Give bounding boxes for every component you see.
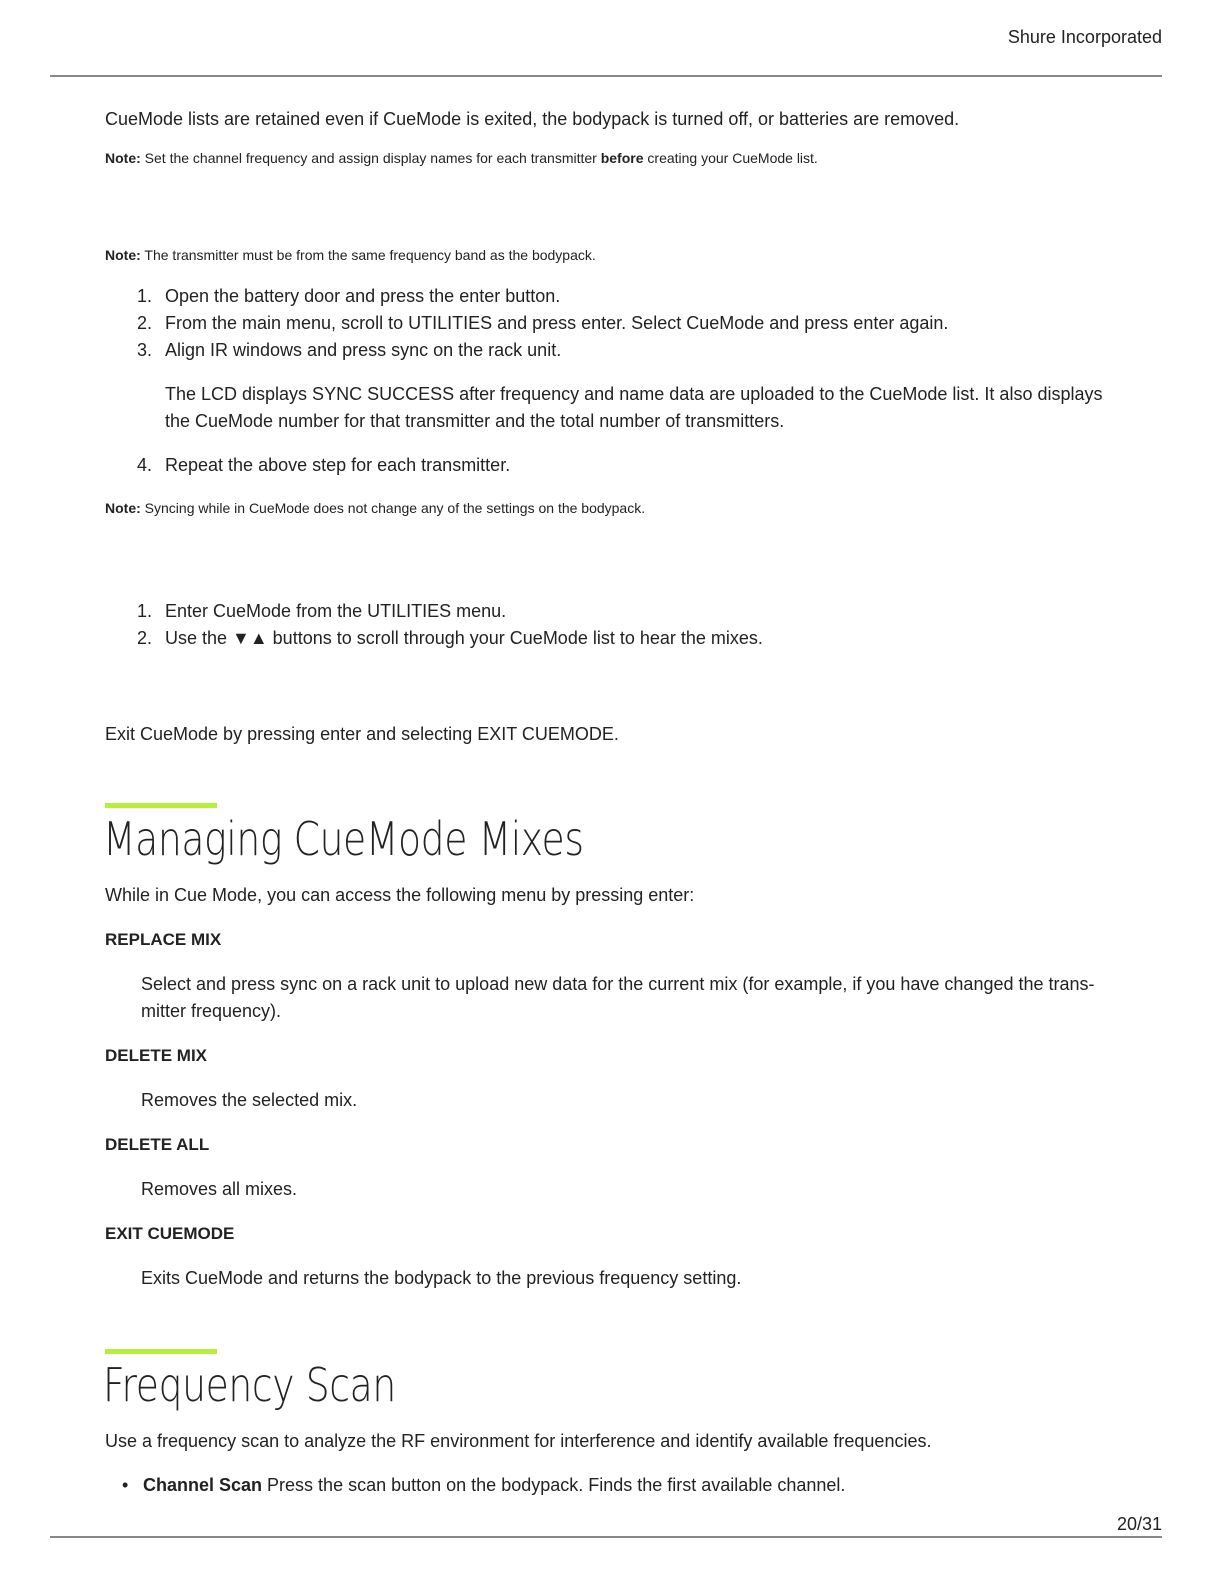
retained-paragraph: CueMode lists are retained even if CueMode is exited, the bodypack is turned off, or batteries are removed.	[105, 109, 960, 129]
definition-delete-mix: Removes the selected mix.	[141, 1090, 358, 1110]
step-text: Open the battery door and press the enter button.	[165, 286, 561, 306]
step-text: Use the ▼▲ buttons to scroll through your CueMode list to hear the mixes.	[165, 628, 763, 648]
step-number: 2.	[136, 628, 152, 648]
footer-rule	[50, 1536, 1162, 1538]
page-number: 20/31	[1116, 1514, 1162, 1534]
note-text-post: creating your CueMode list.	[647, 150, 818, 166]
section-accent-bar	[105, 803, 217, 808]
step-text: Repeat the above step for each transmitter.	[165, 455, 511, 475]
section-accent-bar	[105, 1349, 217, 1354]
definition-line: mitter frequency).	[141, 1001, 282, 1021]
term-delete-mix: DELETE MIX	[105, 1046, 208, 1065]
frequency-scan-intro: Use a frequency scan to analyze the RF environment for interference and identify available frequencies.	[105, 1431, 932, 1451]
term-delete-all: DELETE ALL	[105, 1135, 210, 1154]
step-text: Enter CueMode from the UTILITIES menu.	[165, 601, 507, 621]
note-before	[105, 150, 818, 166]
step-text: Align IR windows and press sync on the rack unit.	[165, 340, 562, 360]
sync-result-line: The LCD displays SYNC SUCCESS after frequency and name data are uploaded to the CueMode list. It also displays	[165, 384, 1103, 404]
bullet-channel-scan	[143, 1475, 845, 1496]
header-rule	[50, 75, 1162, 77]
term-replace-mix: REPLACE MIX	[105, 930, 222, 949]
header-company: Shure Incorporated	[1007, 27, 1162, 47]
note-text: The transmitter must be from the same frequency band as the bodypack.	[144, 247, 596, 263]
definition-line: Select and press sync on a rack unit to upload new data for the current mix (for example, if you have changed the trans-	[141, 974, 1095, 994]
note-label: Note:	[105, 500, 141, 516]
exit-paragraph: Exit CueMode by pressing enter and selecting EXIT CUEMODE.	[105, 724, 619, 744]
note-syncing	[105, 500, 645, 516]
section-title-frequency-scan: Frequency Scan	[103, 1358, 396, 1412]
bullet-bold-label: Channel Scan	[143, 1475, 263, 1495]
note-frequency-band	[105, 247, 596, 263]
step-number: 1.	[136, 601, 152, 621]
term-exit-cuemode: EXIT CUEMODE	[105, 1224, 235, 1243]
section-title-managing: Managing CueMode Mixes	[103, 812, 584, 866]
note-text-pre: Set the channel frequency and assign display names for each transmitter	[144, 150, 597, 166]
bullet-mark: •	[122, 1475, 129, 1495]
step-text: From the main menu, scroll to UTILITIES and press enter. Select CueMode and press enter again.	[165, 313, 949, 333]
definition-delete-all: Removes all mixes.	[141, 1179, 298, 1199]
managing-intro: While in Cue Mode, you can access the following menu by pressing enter:	[105, 885, 695, 905]
step-number: 2.	[136, 313, 152, 333]
step-number: 4.	[136, 455, 152, 475]
note-text-bold: before	[600, 150, 644, 166]
step-number: 1.	[136, 286, 152, 306]
note-label: Note:	[105, 150, 141, 166]
note-label: Note:	[105, 247, 141, 263]
definition-exit-cuemode: Exits CueMode and returns the bodypack to the previous frequency setting.	[141, 1268, 742, 1288]
step-number: 3.	[136, 340, 152, 360]
note-text: Syncing while in CueMode does not change any of the settings on the bodypack.	[144, 500, 646, 516]
definition-replace-mix	[141, 971, 1101, 1025]
bullet-text: Press the scan button on the bodypack. Finds the first available channel.	[267, 1475, 846, 1495]
sync-result-line: the CueMode number for that transmitter and the total number of transmitters.	[165, 411, 785, 431]
